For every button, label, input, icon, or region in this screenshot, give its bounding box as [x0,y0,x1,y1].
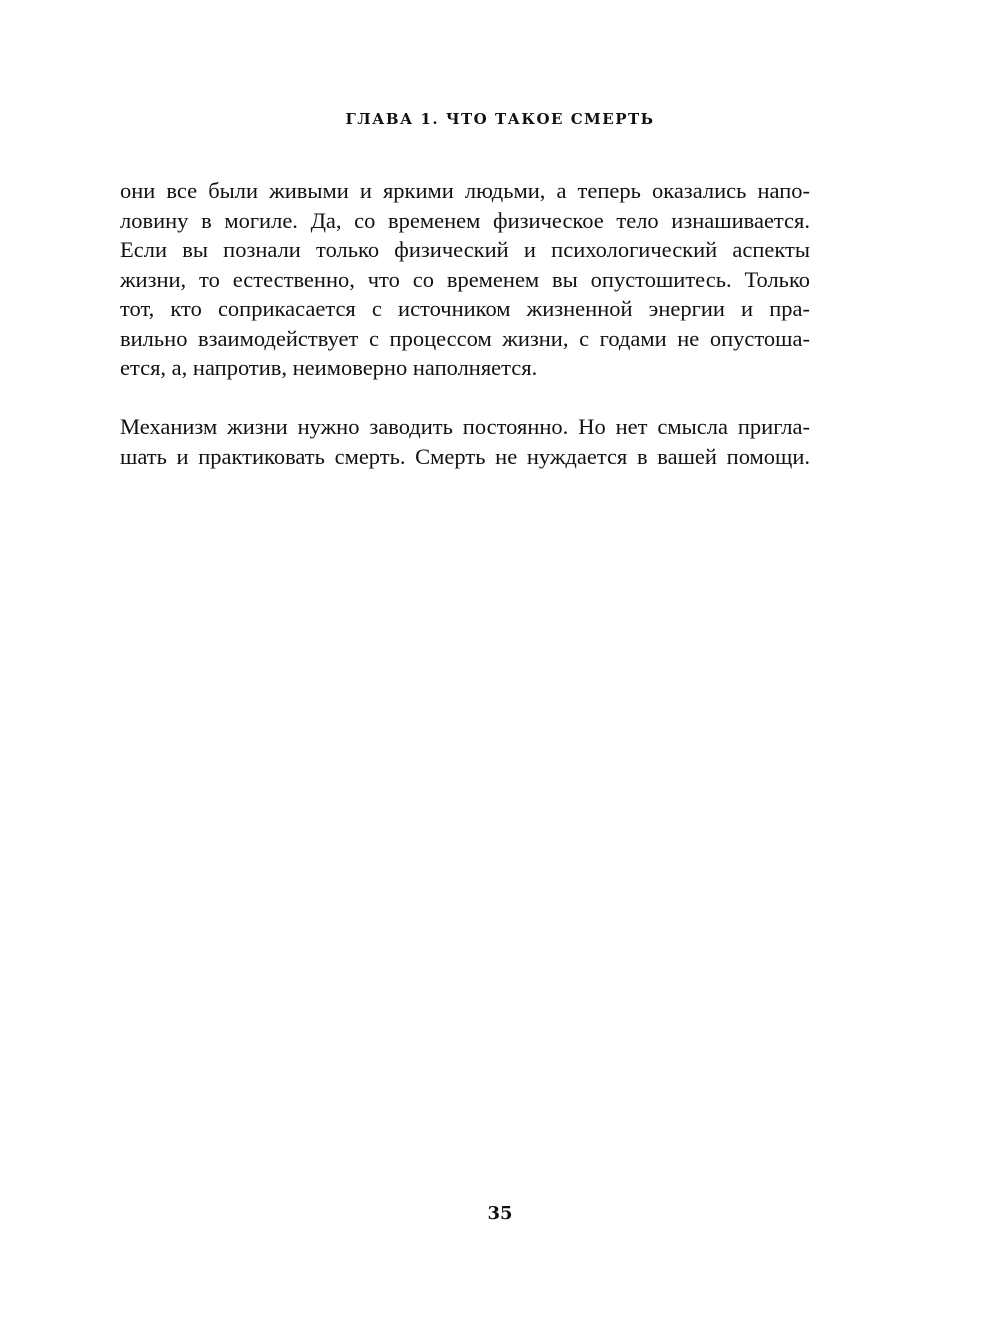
text-line: ется, а, напротив, неимоверно наполняется. [120,355,538,380]
text-line: вильно взаимодействует с процессом жизни, с годами не опустоша- [120,325,810,351]
page-number: 35 [487,1203,513,1224]
text-line: шать и практиковать смерть. Смерть не нуждается в вашей помощи. [120,443,810,469]
text-line: жизни, то естественно, что со временем вы опустошитесь. Только [120,266,810,292]
text-line: Если вы познали только физический и психологический аспекты [120,237,810,262]
paragraph-1 [120,176,810,383]
text-line: ловину в могиле. Да, со временем физическое тело изнашивается. [120,207,810,233]
paragraph-gap [120,383,810,413]
text-line: они все были живыми и яркими людьми, а теперь оказались напо- [120,178,810,203]
paragraph-2 [120,412,810,471]
running-head: ГЛАВА 1. ЧТО ТАКОЕ СМЕРТЬ [345,110,655,128]
body-text [120,176,810,471]
text-line: тот, кто соприкасается с источником жизненной энергии и пра- [120,296,810,321]
text-line: Механизм жизни нужно заводить постоянно. Но нет смысла пригла- [120,414,810,439]
